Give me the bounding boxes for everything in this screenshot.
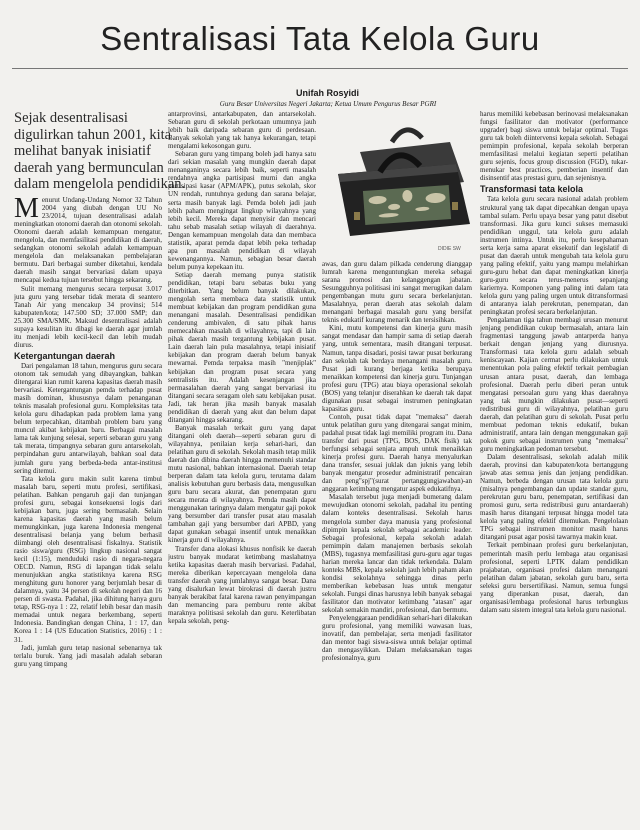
- illustration-credit: DIDIE SW: [438, 246, 461, 252]
- article-column-1: [14, 196, 162, 822]
- author-name: Unifah Rosyidi: [295, 88, 359, 98]
- paragraph: Tata kelola guru makin sulit karena timbul masalah baru, seperti mutu profesi, sertifikasi, pelatihan. Bahkan pengaruh gaji dan tunjangan profesi guru, sebagai konsekuensi logis dari kebijakan baru, juga sering bermasalah. Selain karena kapasitas daerah yang masih belum memungkinkan, juga karena Indonesia mengenal desentralisasi belanja yang belum berhasil diimbangi oleh desentralisasi fiskalnya. Statistik rasio siswa/guru (RSG) lingkup nasional sangat kecil (1:15), menduduki rasio di negara-negara OECD. Namun, RSG di lapangan tidak selalu menunjukkan angka statistiknya karena RSG menghitung guru honorer yang berjumlah besar di dalamnya, yaitu 34 persen di sekolah negeri dan 16 persen di swasta. Padahal, jika dihitung hanya guru tetap, RSG-nya 1 : 22, relatif lebih besar dan masih memadai untuk negara berkembang, seperti Indonesia. Bandingkan dengan China, 1 : 17, dan Korea 1 : 14 (US Education Statistics, 2016) : 1 : 31.: [14, 474, 162, 644]
- paragraph: Jadi, jumlah guru tetap nasional sebenarnya tak terlalu buruk. Yang jadi masalah adalah sebaran guru yang timpang: [14, 643, 162, 668]
- paragraph: Contoh, pusat tidak dapat "memaksa" daerah untuk pelatihan guru yang ditengarai sangat minim, padahal pusat tidak lagi memiliki program itu. Dana transfer dari pusat (TPG, BOS, DAK fisik) tak berfungsi sebagai senjata ampuh untuk menaikkan kinerja profesi guru. Daerah hanya menyalurkan dana transfer, sesuai juklak dan juknis yang lebih banyak mengatur prosedur administratif pencairan dan peng"spj"(surat pertanggungjawaban)-an anggaran ketimbang mengatur aspek edukatifnya.: [322, 412, 472, 494]
- paragraph: Dalam desentralisasi, sekolah adalah milik daerah, provinsi dan kabupaten/kota bertanggung jawab atas semua jenis dan jenjang pendidikan. Namun, berbeda dengan urusan tata kelola guru (misalnya pengembangan dan update standar guru, perekrutan guru baru, penempatan, sertifikasi dan promosi guru, serta redistribusi guru antardaerah) masih harus ditangani terpusat hingga model tata kelola yang paling efektif ditemukan. Pengelolaan TPG sebagai instrumen monitor masih harus ditangani pusat agar posisi tawarnya makin kuat.: [480, 452, 628, 542]
- paragraph: Kini, mutu kompetensi dan kinerja guru masih sangat mendasar dan hampir sama di setiap daerah yang, untuk sementara, masih ditangani terpusat. Namun, tanpa disadari, posisi tawar pusat berkurang dan sekolah tak berdaya menangani masalah guru. Pusat jadi kurang berjaga ketika berupaya menaikkan kompetensi dan kinerja guru. Tunjangan profesi guru (TPG) atau biaya operasional sekolah (BOS) yang telanjur diserahkan ke daerah tak dapat digunakan pusat sebagai instrumen peningkatan kapasitas guru.: [322, 324, 472, 413]
- paragraph: Transfer dana alokasi khusus nonfisik ke daerah justru banyak mudarat ketimbang maslahatnya ketika kapasitas daerah masih bervariasi. Padahal, mereka diberikan kepercayaan mengelola dana transfer daerah yang jumlahnya sangat besar. Dana yang disalurkan lewat birokrasi di daerah justru banyak berakibat fatal karena rawan penyimpangan dan memancing para pemburu rente akibat maraknya politisasi sekolah dan guru. Keterlibatan kepala sekolah, peng-: [168, 544, 316, 625]
- lead-quote: Sejak desentralisasi digulirkan tahun 2001, kita melihat banyak inisiatif daerah yang bermunculan dalam mengelola pendidikan.: [14, 110, 186, 192]
- article-column-2: [168, 110, 316, 822]
- paragraph: Masalah tersebut juga menjadi bumerang dalam mewujudkan otonomi sekolah, padahal itu penting dalam konteks desentralisasi. Sekolah harus mengelola sumber daya manusia yang profesional dipimpin kepala sekolah sebagai academic leader. Sebagai profesional, kepala sekolah adalah pemimpin dalam manajemen berbasis sekolah (MBS), tugasnya memfasilitasi guru-guru agar tugas harian mereka lancar dan tidak terkendala. Dalam konteks MBS, kepala sekolah jauh lebih paham akan kondisi sekolahnya sehingga dinas perlu memberikan kebebasan luas untuk mengatur sekolah. Fungsi dinas harusnya lebih banyak sebagai fasilitator dan motivator ketimbang "atasan" agar sekolah semakin mandiri, profesional, dan bermutu.: [322, 493, 472, 615]
- article-title: Sentralisasi Tata Kelola Guru: [100, 20, 540, 57]
- paragraph: Terkait pembinaan profesi guru berkelanjutan, pemerintah masih perlu lembaga atau organisasi profesional, seperti LPTK dalam pendidikan prajabatan, organisasi profesi dalam menangani pelatihan dalam jabatan, sekolah guru baru, serta seleksi guru bersertifikasi. Namun, semua fungsi yang diperankan pusat, daerah, dan organisasi/lembaga profesional harus terbungkus dalam satu sistem integral tata kelola guru nasional.: [480, 541, 628, 614]
- paragraph: awas, dan guru dalam pilkada cenderung dianggap lumrah karena menguntungkan mereka sebagai sarana promosi dan kelanggengan jabatan. Sesungguhnya politisasi ini sangat merugikan dalam pengembangan mutu guru secara berkelanjutan. Masalahnya, peran daerah atas sekolah dalam menangani berbagai masalah guru yang bersifat teknis edukatif kurang menarik dan tersisihkan.: [322, 260, 472, 325]
- paragraph: Pengalaman tiga tahun membagi urusan menurut jenjang pendidikan cukup bermasalah, antara lain fragmentasi tanggung jawab antarperda hanya berkait dengan jenjang yang diurusnya. Transformasi tata kelola guru adalah sebuah keniscayaan. Kajian cermat perlu dilakukan untuk menentukan pola paling efektif terkait pembagian urusan antara pusat, daerah, dan lembaga profesional. Daerah perlu diberi peran untuk mengatasi persoalan guru yang khas daerahnya yang tak mungkin dilakukan pusat—seperti redistribusi guru di wilayahnya, pelatihan guru daerah, dan pelatihan guru di sekolah. Pusat perlu membuat pedoman teknis edukatif, bukan administratif, antara lain dengan menggunakan gaji pokok guru sebagai instrumen yang "memaksa" guru meningkatkan pedoman tersebut.: [480, 316, 628, 453]
- article-column-4: [480, 110, 628, 822]
- paragraph: Banyak masalah terkait guru yang dapat ditangani oleh daerah—seperti sebaran guru di wilayahnya, penilaian kerja sehari-hari, dan pelatihan guru di sekolah. Sekolah masih tetap milik daerah dan dibina daerah hingga memenuhi standar mutu nasional, bahkan internasional. Daerah tetap berperan dalam tata kelola guru, terutama dalam analisis kebutuhan guru berbasis data, mengusulkan guru baru secara akurat, dan penempatan guru secara merata di wilayahnya. Pemda masih dapat menggunakan taringnya dalam mengatur gaji pokok yang bersumber dari transfer pusat atau masalah tambahan gaji yang bersumber dari APBD, yang dapat gunakan sebagai insentif untuk menaikkan kinerja guru di wilayahnya.: [168, 423, 316, 545]
- paragraph: Penyelenggaraan pendidikan seharí-hari dilakukan guru profesional, yang memiliki wawasan luas, inovatif, dan pembelajar, serta menjadi fasilitator dan mentor bagi siswa-siswa untuk belajar optimal dan mengasyikkan. Dalam melaksanakan tugas profesionalnya, guru: [322, 614, 472, 663]
- article-column-3: [322, 260, 472, 822]
- subheading: Transformasi tata kelola: [480, 184, 584, 195]
- illustration-bags-map: [330, 112, 478, 252]
- paragraph: antarprovinsi, antarkabupaten, dan antarsekolah. Sebaran guru di sekolah perkotaan umumnya jauh lebih baik daripada sebaran guru di perdesaan. Banyak sekolah yang tak hanya kekurangan, tetapi mengalami kekosongan guru.: [168, 110, 316, 151]
- subheading: Ketergantungan daerah: [14, 350, 116, 361]
- drop-cap: M: [14, 196, 39, 224]
- paragraph: Setiap daerah memang punya statistik pendidikan, tetapi baru sebatas buku yang diterbitkan. Yang belum banyak dilakukan, mengolah serta membaca data statistik untuk membuat kebijakan dan program pendidikan guna menangani masalah. Desentralisasi pendidikan cenderung ambivalen, di satu pihak harus memecahkan masalah di wilayahnya, tapi di lain pihak daerah masih tergantung kebijakan pusat. Lain daerah lain pula masalahnya, tetapi inisiatif kebijakan dan program daerah belum banyak mewarnai. Pemda terpaksa masih "menjiplak" kebijakan dan program pusat secara yang sentralistis itu. Adalah kesenjangan jika permasalahan daerah yang sangat bervariasi itu ditangani secara seragam oleh satu kebijakan pusat. Jadi, tak heran jika masih banyak masalah pendidikan di daerah yang akut dan belum dapat ditangani hingga sekarang.: [168, 270, 316, 424]
- paragraph: Tata kelola guru secara nasional adalah problem struktural yang tak dapat dipecahkan dengan upaya tambal sulam. Perlu upaya besar yang patut disebut transformasi. Jika guru kunci sukses memasuki pendidikan unggul, tata kelola guru adalah instrumen intinya. Untuk itu, perlu kesepahaman serta kerja sama aparat eksekutif dan legislatif di pusat dan daerah untuk mengubah tata kelola guru yang paling efektif, yaitu yang mampu melahirkan guru-guru hebat dan dapat meningkatkan kinerja guru-guru secara terus-menerus sepanjang kariernya. Komponen yang paling inti dalam tata kelola guru yang paling urgen untuk ditransformasi di antaranya ialah perekrutan, penempatan, dan peningkatan profesi secara berkelanjutan.: [480, 195, 628, 317]
- paragraph: enurut Undang-Undang Nomor 32 Tahun 2004 yang diubah dengan UU No 23/2014, tujuan desentralisasi adalah meningkatkan otonomi daerah dan otonomi sekolah. Otonomi daerah adalah kemampuan mengatur, mengelola, dan memfasilitasi pendidikan di daerah, sedangkan otonomi sekolah adalah kemampuan mengelola dan melaksanakan pembelajaran bermutu. Dari berbagai sumber diketahui, kendala daerah masih sangat bervariasi dalam upaya mencapai kedua tujuan tersebut hingga sekarang.: [14, 196, 162, 285]
- title-rule: [12, 68, 628, 69]
- paragraph: harus memiliki kebebasan berinovasi melaksanakan fungsi fasilitator dan motivator (performance upgrader) bagi siswa untuk belajar optimal. Tugas guru tak boleh diintervensi kepala sekolah. Sebagai pemimpin profesional, kepala sekolah berperan memfasilitasi melalui kegiatan seperti pelatihan guru sejenis, focus group discussion (FGD), tukar-menukar best practices, pemberian insentif dan disinsentif atas prestasi guru, dan sejenisnya.: [480, 110, 628, 183]
- paragraph: Dari pengalaman 18 tahun, mengurus guru secara otonom tak semudah yang dibayangkan, bahkan ditengarai kian rumit karena kapasitas daerah masih bervariasi. Ketergantungan pemda terhadap pusat masih dominan, khususnya dalam penanganan teknis masalah profesional guru. Kompleksitas tata kelola guru dihadapkan pada problem lama yang belum terpecahkan, ditambah problem baru yang muncul akibat kebijakan baru. Berbagai masalah lama tak kunjung selesai, seperti sebaran guru yang tak merata, timpangnya sebaran guru antarsekolah, perpindahan guru antarwilayah, bahkan soal data jumlah guru yang berbeda-beda antar-institusi sering ditemui.: [14, 361, 162, 475]
- author-role: Guru Besar Universitas Negeri Jakarta; Ketua Umum Pengurus Besar PGRI: [219, 100, 437, 108]
- paragraph: Sebaran guru yang timpang boleh jadi hanya satu dari sekian masalah yang mungkin daerah dapat menanganinya secara lebih baik, seperti masalah rendahnya angka partisipasi murni dan angka partisipasi kasar (APM/APK), putus sekolah, skor UN rendah, runtuhnya gedung dan sarana belajar, serta masih banyak lagi. Pemda boleh jadi jauh lebih paham mengingat lingkup wilayahnya yang lebih kecil. Mereka dapat menyisir dan mencari tahu sebab masalah setiap wilayah di daerahnya. Dengan kemampuan mengolah data dan membaca statistik, aparat pemda dapat lebih peka terhadap apa pun masalah pendidikan di wilayah kewenangannya. Namun, sebagian besar daerah belum punya kepekaan itu.: [168, 150, 316, 271]
- paragraph: Sulit memang mengurus secara terpusat 3.017 juta guru yang tersebar tidak merata di seantero Tanah Air yang mencakup 34 provinsi; 514 kabupaten/kota; 147.500 SD; 37.000 SMP; dan 25.300 SMA/SMK. Maksud desentralisasi adalah supaya kesulitan itu dibagi ke daerah agar jumlah itu menjadi lebih kecil-kecil dan lebih mudah diurus.: [14, 284, 162, 349]
